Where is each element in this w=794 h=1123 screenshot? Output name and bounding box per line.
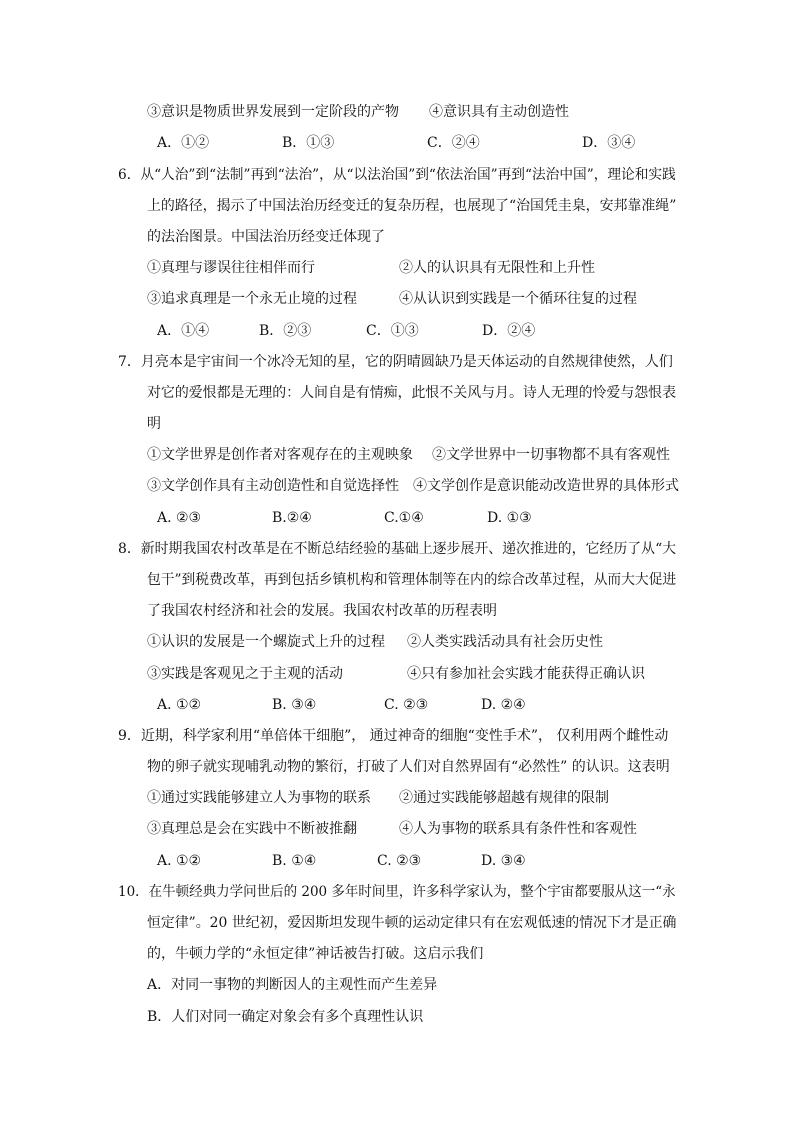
q7-stem-line-2: 对它的爱恨都是无理的：人间自是有情痴，此恨不关风与月。诗人无理的怜爱与怨恨表 bbox=[147, 385, 677, 401]
q5-option-3: ③意识是物质世界发展到一定阶段的产物 bbox=[147, 104, 399, 120]
q8-choice-c: C. ②③ bbox=[384, 697, 429, 713]
q7-option-4: ④文学创作是意识能动改造世界的具体形式 bbox=[413, 478, 679, 494]
q9-choice-c: C. ②③ bbox=[377, 853, 422, 869]
q8-stem-line-2: 包干”到税费改革，再到包括乡镇机构和管理体制等在内的综合改革过程，从而大大促进 bbox=[147, 572, 677, 588]
q6-option-1: ①真理与谬误往往相伴而行 bbox=[147, 260, 315, 276]
q6-option-3: ③追求真理是一个永无止境的过程 bbox=[147, 291, 357, 307]
q5-choice-d: D．③④ bbox=[582, 135, 636, 151]
q5-option-4: ④意识具有主动创造性 bbox=[429, 104, 569, 120]
q7-stem-line-3: 明 bbox=[147, 416, 161, 432]
q5-choice-a: A．①② bbox=[157, 135, 210, 151]
q8-option-1: ①认识的发展是一个螺旋式上升的过程 bbox=[147, 634, 385, 650]
q7-choice-c: C.①④ bbox=[384, 510, 424, 526]
q6-choice-d: D．②④ bbox=[482, 323, 536, 339]
q8-option-4: ④只有参加社会实践才能获得正确认识 bbox=[407, 666, 645, 682]
q5-choice-b: B．①③ bbox=[282, 135, 335, 151]
q7-choice-d: D. ①③ bbox=[487, 510, 532, 526]
q8-option-2: ②人类实践活动具有社会历史性 bbox=[407, 634, 603, 650]
q6-option-2: ②人的认识具有无限性和上升性 bbox=[399, 260, 595, 276]
q9-option-1: ①通过实践能够建立人为事物的联系 bbox=[147, 790, 371, 806]
q5-choice-c: C．②④ bbox=[427, 135, 480, 151]
q9-choice-a: A. ①② bbox=[157, 853, 202, 869]
q6-choice-c: C．①③ bbox=[366, 323, 419, 339]
q8-choice-b: B. ③④ bbox=[272, 697, 317, 713]
q7-stem-line-1: 7．月亮本是宇宙间一个冰冷无知的星，它的阴晴圆缺乃是天体运动的自然规律使然，人们 bbox=[118, 354, 673, 370]
q6-option-4: ④从认识到实践是一个循环往复的过程 bbox=[399, 291, 637, 307]
q9-stem-line-1: 9．近期，科学家利用“单倍体干细胞”， 通过神奇的细胞“变性手术”， 仅利用两个雌性动 bbox=[118, 728, 669, 744]
q9-choice-b: B. ①④ bbox=[272, 853, 317, 869]
q8-stem-line-1: 8．新时期我国农村改革是在不断总结经验的基础上逐步展开、递次推进的，它经历了从“大 bbox=[118, 541, 677, 557]
q7-option-3: ③文学创作具有主动创造性和自觉选择性 bbox=[147, 478, 399, 494]
q7-choice-a: A. ②③ bbox=[157, 510, 202, 526]
q8-choice-a: A. ①② bbox=[157, 697, 202, 713]
q9-option-2: ②通过实践能够超越有规律的限制 bbox=[399, 790, 609, 806]
q8-stem-line-3: 了我国农村经济和社会的发展。我国农村改革的历程表明 bbox=[147, 603, 497, 619]
q10-stem-line-2: 恒定律”。20 世纪初，爱因斯坦发现牛顿的运动定律只有在宏观低速的情况下才是正确 bbox=[147, 915, 677, 931]
q6-stem-line-2: 上的路径，揭示了中国法治历经变迁的复杂历程，也展现了“治国凭圭臬，安邦靠准绳” bbox=[147, 198, 677, 214]
q6-stem-line-3: 的法治图景。中国法治历经变迁体现了 bbox=[147, 229, 385, 245]
q10-stem-line-3: 的，牛顿力学的“永恒定律”神话被告打破。这启示我们 bbox=[147, 946, 484, 962]
q8-option-3: ③实践是客观见之于主观的活动 bbox=[147, 666, 343, 682]
q10-choice-a: A．对同一事物的判断因人的主观性而产生差异 bbox=[147, 977, 438, 993]
q9-option-3: ③真理总是会在实践中不断被推翻 bbox=[147, 821, 357, 837]
q10-choice-b: B．人们对同一确定对象会有多个真理性认识 bbox=[147, 1009, 424, 1025]
q7-option-2: ②文学世界中一切事物都不具有客观性 bbox=[432, 447, 670, 463]
q6-choice-a: A．①④ bbox=[157, 323, 210, 339]
q7-choice-b: B.②④ bbox=[272, 510, 312, 526]
q6-stem-line-1: 6．从“人治”到“法制”再到“法治”，从“以法治国”到“依法治国”再到“法治中国”，理论和实践 bbox=[118, 167, 676, 183]
q10-stem-line-1: 10．在牛顿经典力学问世后的 200 多年时间里，许多科学家认为，整个宇宙都要服从这一“永 bbox=[118, 884, 676, 900]
q9-stem-line-2: 物的卵子就实现哺乳动物的繁衍，打破了人们对自然界固有“必然性” 的认识。这表明 bbox=[147, 759, 670, 775]
q9-option-4: ④人为事物的联系具有条件性和客观性 bbox=[399, 821, 637, 837]
q6-choice-b: B．②③ bbox=[259, 323, 312, 339]
q8-choice-d: D. ②④ bbox=[481, 697, 526, 713]
q9-choice-d: D. ③④ bbox=[481, 853, 526, 869]
q7-option-1: ①文学世界是创作者对客观存在的主观映象 bbox=[147, 447, 413, 463]
